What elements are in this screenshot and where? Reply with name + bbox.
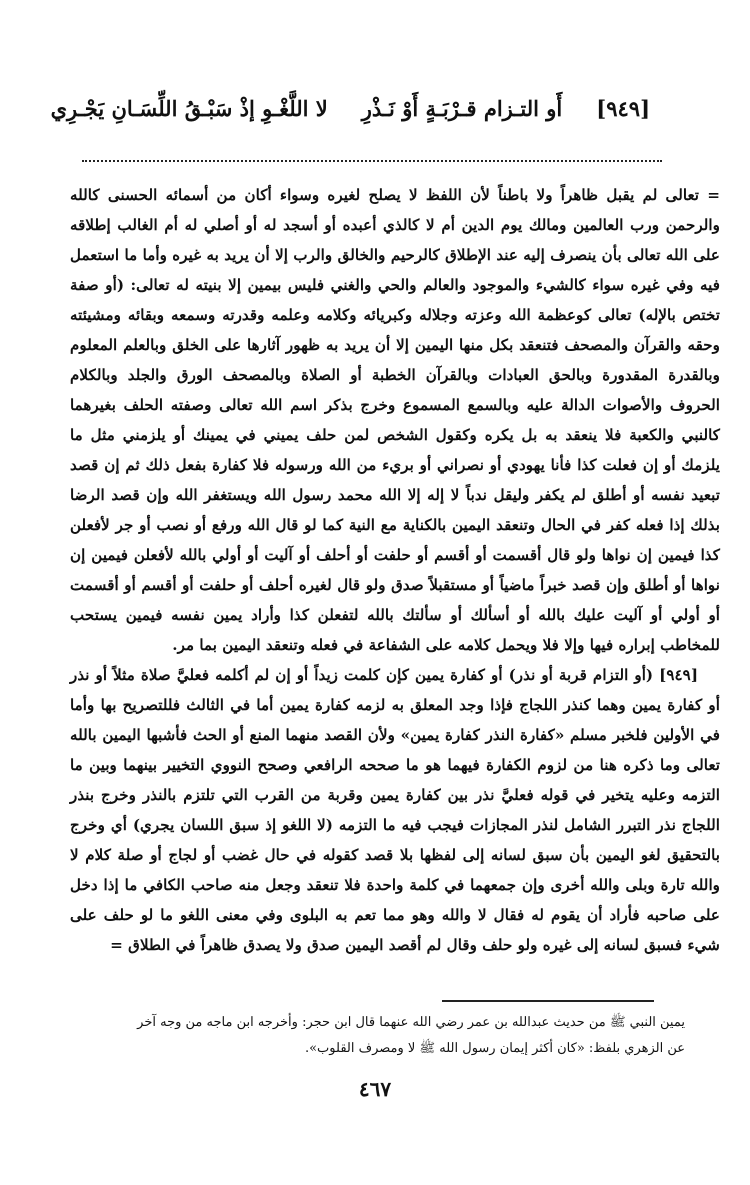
commentary-body xyxy=(70,180,720,960)
verse-header xyxy=(50,94,650,124)
verse-first-hemistich: أَو التـزام قـرْبَـةٍ أَوْ نَـذْرِ xyxy=(361,96,563,121)
verse-number: [٩٤٩] xyxy=(596,96,650,121)
page-number: ٤٦٧ xyxy=(358,1077,392,1101)
commentary-paragraph: = تعالى لم يقبل ظاهراً ولا باطناً لأن اللفظ لا يصلح لغيره وسواء أكان من أسمائه الحسنى كالله والرحمن ورب العالمين ومالك يوم الدين أم لا كالذي أعبده أو أسجد له أو أصلي له أم الغالب إطلاقه على الله تعالى بأن ينصرف إليه عند الإطلاق كالرحيم والخالق والرب إلا أن يريد به غيره وأما ما استعمل فيه وفي غيره سواء كالشيء والموجود والعالم والحي والغني فليس بيمين إلا بنيته له تعالى: (أو صفة تختص بالإله) تعالى كوعظمة الله وعزته وجلاله وكبريائه وكلامه وعلمه وقدرته وسمعه وبقائه ومشيئته وحقه والقرآن والمصحف فتنعقد بكل منها اليمين إلا أن يريد به ظهور آثارها على الخلق وبالعلم المعلوم وبالقدرة المقدورة وبالحق العبادات وبالقرآن الخطبة أو الصلاة وبالمصحف الورق والجلد وبالكلام الحروف والأصوات الدالة عليه وبالسمع المسموع وخرج بذكر اسم الله تعالى وصفته الحلف بغيرهما كالنبي والكعبة فلا ينعقد به بل يكره وكقول الشخص لمن حلف يميني في يمينك أو يلزمني مثل ما يلزمك أو إن فعلت كذا فأنا يهودي أو نصراني أو بريء من الله ورسوله فلا كفارة بفعل ذلك ثم إن قصد تبعيد نفسه أو أطلق لم يكفر وليقل ندباً لا إله إلا الله محمد رسول الله ويستغفر الله وإن قصد الرضا بذلك إذا فعله كفر في الحال وتنعقد اليمين بالكناية مع النية كما لو قال الله ورفع أو نصب أو جر لأفعلن كذا فيمين إن نواها ولو قال أقسمت أو أقسم أو حلفت أو أحلف أو آليت أو أولي بالله لأفعلن فيمين إن نواها أو أطلق وإن قصد خبراً ماضياً أو مستقبلاً صدق ولو قال لغيره أحلف أو حلفت أو أقسم أو أقسمت أو أولي أو آليت عليك بالله أو أسألك أو سألتك بالله لتفعلن كذا وأراد يمين نفسه فيمين يستحب للمخاطب إبراره فيها وإلا فلا ويحمل كلامه على الشفاعة في فعله وتنعقد اليمين بما مر. xyxy=(70,186,720,654)
footnote-line: يمين النبي ﷺ من حديث عبدالله بن عمر رضي الله عنهما قال ابن حجر: وأخرجه ابن ماجه من وجه آخر xyxy=(137,1015,685,1030)
footnote-separator xyxy=(442,1000,654,1002)
footnote xyxy=(90,1010,685,1062)
verse-second-hemistich: لا اللَّغْـوِ إذْ سَبْـقُ اللِّسَـانِ يَجْـرِي xyxy=(50,96,328,121)
commentary-paragraph: [٩٤٩] (أو التزام قربة أو نذر) أو كفارة يمين كإن كلمت زيداً أو إن لم أكلمه فعليَّ صلاة مثلاً أو نذر أو كفارة يمين وهما كنذر اللجاج فإذا وجد المعلق به لزمه كفارة يمين أما في الثالث فللتصريح بها وأما في الأولين فلخبر مسلم «كفارة النذر كفارة يمين» ولأن القصد منهما المنع أو الحث فأشبها اليمين بالله تعالى وما ذكره هنا من لزوم الكفارة فيهما هو ما صححه الرافعي وصحح النووي التخيير بينهما وبين ما التزمه وعليه يتخير في قوله فعليَّ نذر بين كفارة يمين وقربة من القرب التي تلتزم بالنذر وخرج بنذر اللجاج نذر التبرر الشامل لنذر المجازات فيجب فيه ما التزمه (لا اللغو إذ سبق اللسان يجري) أي وخرج بالتحقيق لغو اليمين بأن سبق لسانه إلى لفظها بلا قصد كقوله في حال غضب أو لجاج أو صلة كلام لا والله تارة وبلى والله أخرى وإن جمعهما في كلمة واحدة فلا تنعقد وجعل منه صاحب الكافي ما إذا دخل على صاحبه فأراد أن يقوم له فقال لا والله وهو مما تعم به البلوى وفي معنى اللغو ما لو حلف على شيء فسبق لسانه إلى غيره ولو حلف وقال لم أقصد اليمين صدق ولا يصدق ظاهراً في الطلاق = xyxy=(70,666,720,954)
footnote-line: عن الزهري بلفظ: «كان أكثر إيمان رسول الله ﷺ لا ومصرف القلوب». xyxy=(304,1041,685,1056)
dotted-separator xyxy=(82,160,662,162)
